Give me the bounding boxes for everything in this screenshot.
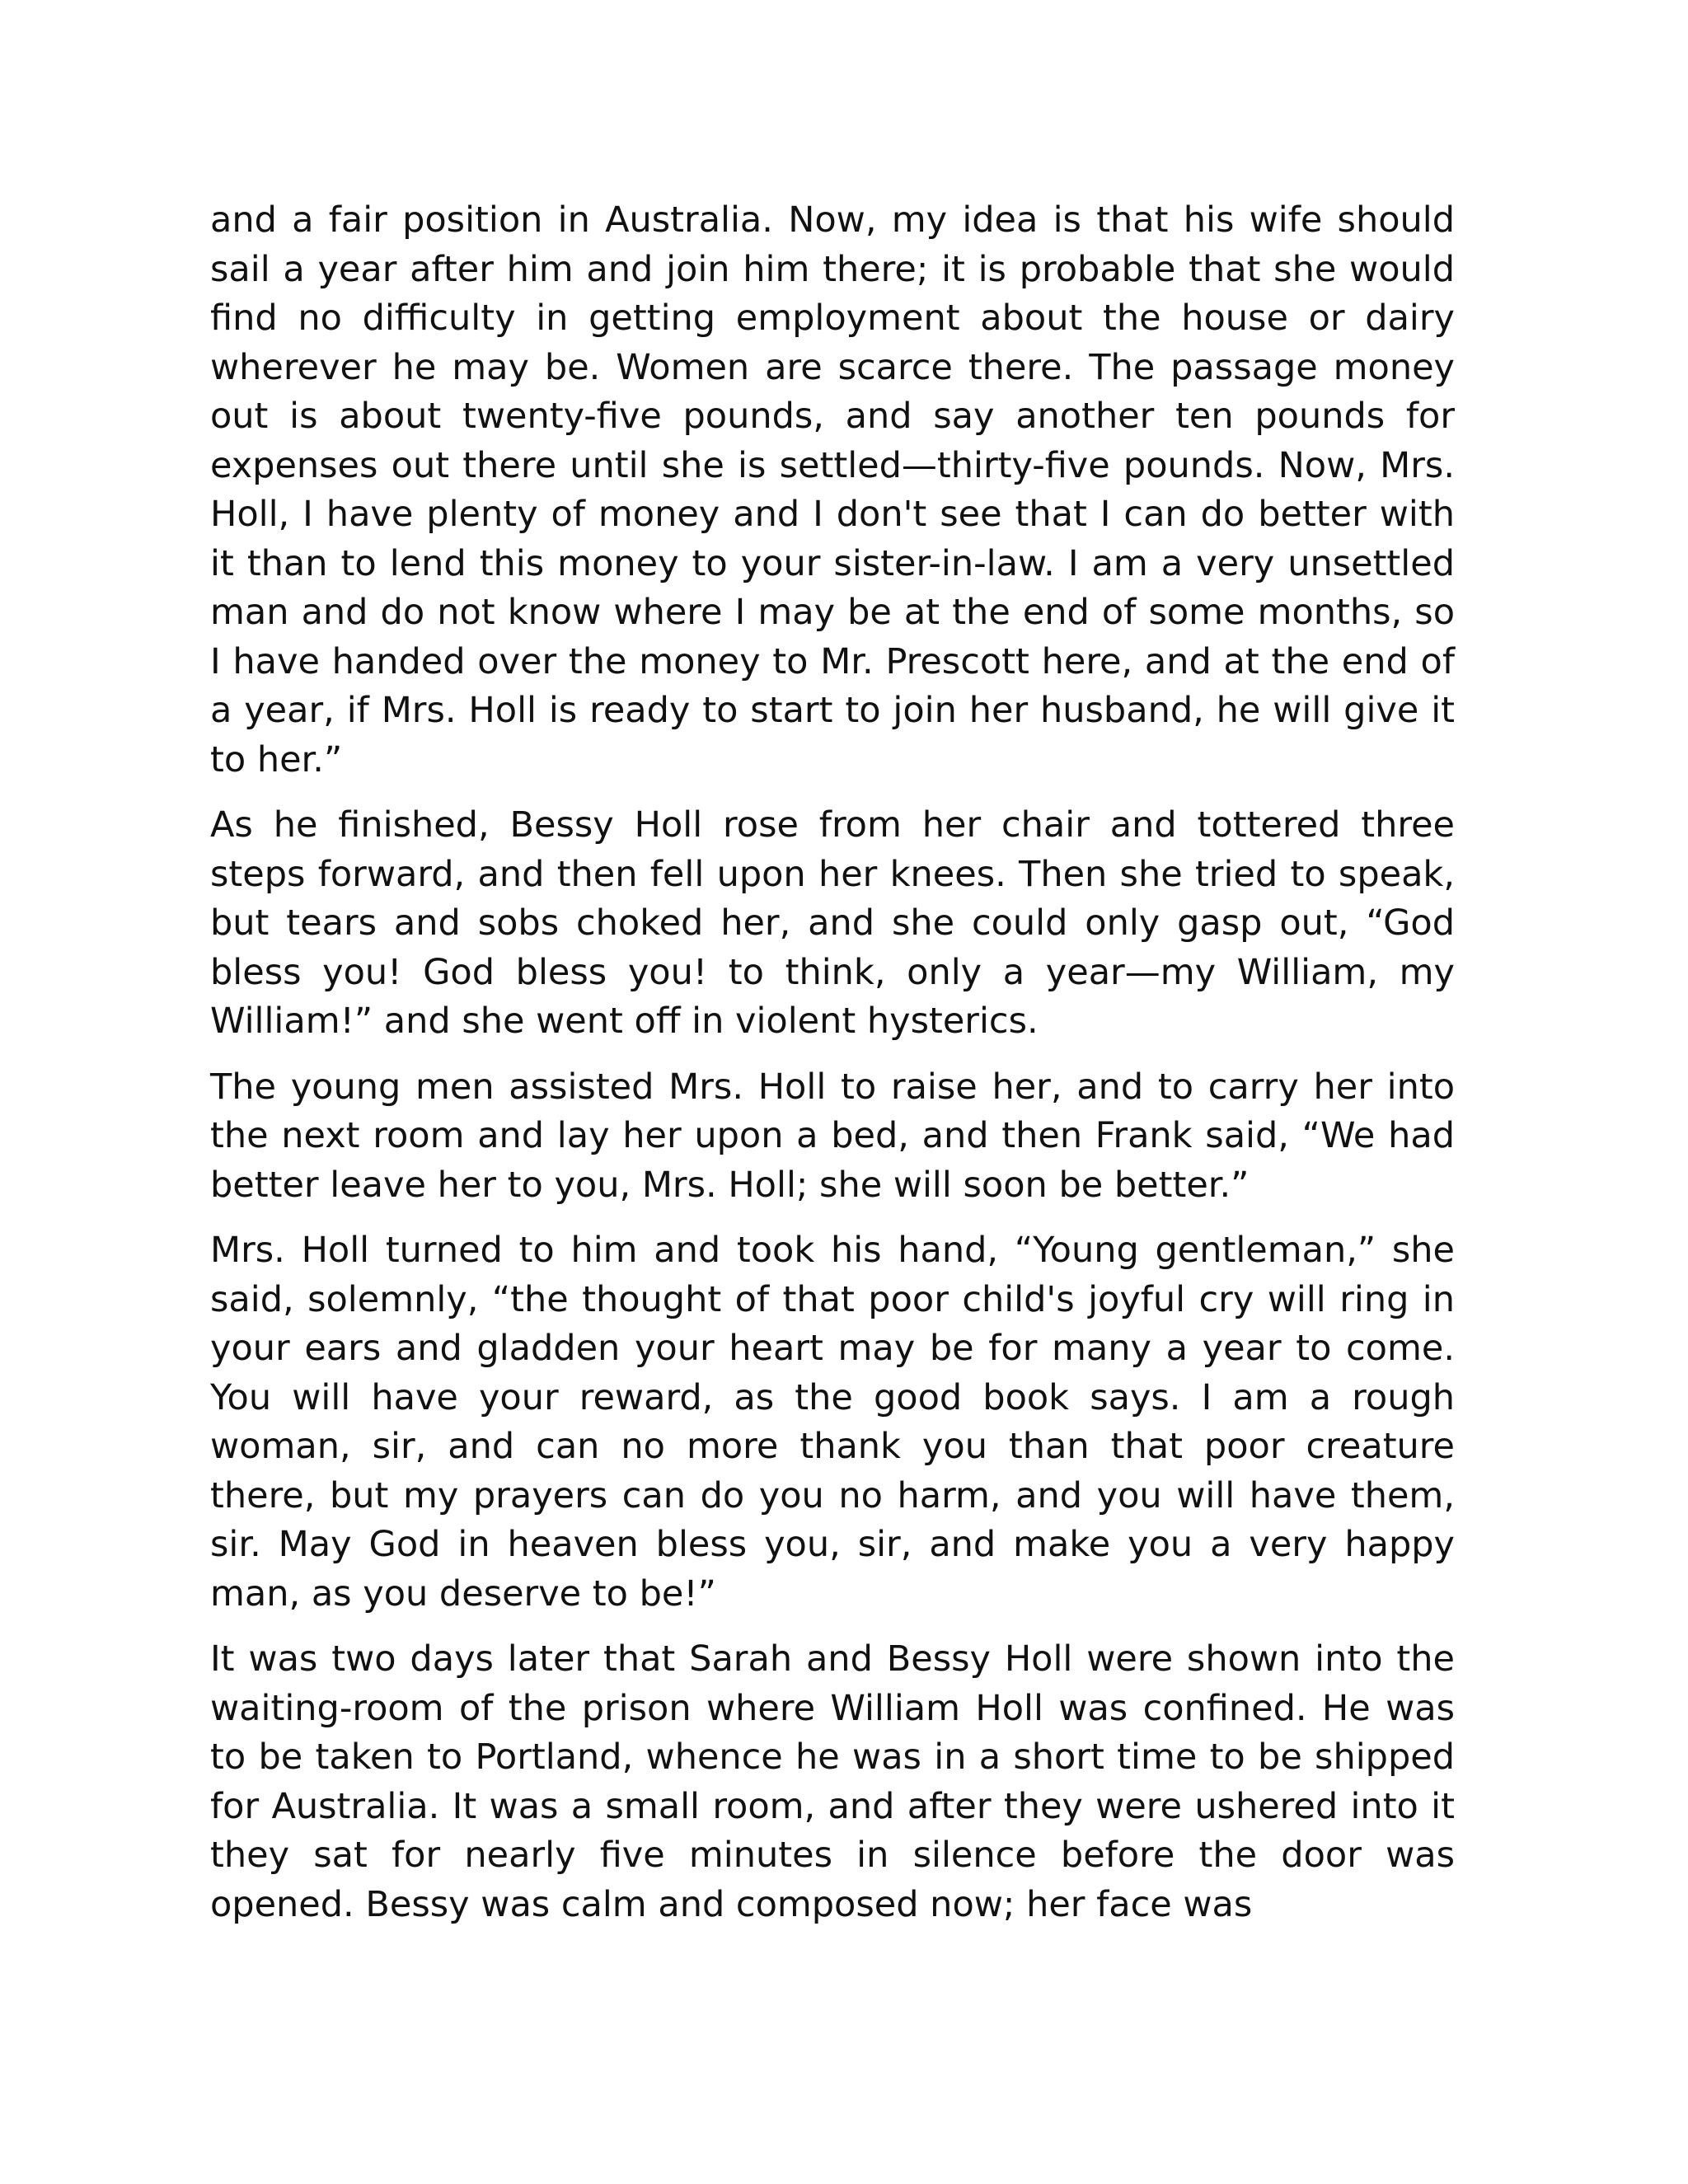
paragraph-4: Mrs. Holl turned to him and took his hand, “Young gentleman,” she said, solemnly, “the thought of that poor child's joyful cry will ring in your ears and gladden your heart may be for many a year to come. You will have your reward, as the good book says. I am a rough woman, sir, and can no more thank you than that poor creature there, but my prayers can do you no harm, and you will have them, sir. May God in heaven bless you, sir, and make you a very happy man, as you deserve to be!” <box>210 1230 1455 1615</box>
page-body <box>210 196 1455 1946</box>
paragraph-3: The young men assisted Mrs. Holl to raise her, and to carry her into the next room and lay her upon a bed, and then Frank said, “We had better leave her to you, Mrs. Holl; she will soon be better.” <box>210 1066 1455 1206</box>
paragraph-1: and a fair position in Australia. Now, my idea is that his wife should sail a year after him and join him there; it is probable that she would find no difficulty in getting employment about the house or dairy wherever he may be. Women are scarce there. The passage money out is about twenty-five pounds, and say another ten pounds for expenses out there until she is settled—thirty-five pounds. Now, Mrs. Holl, I have plenty of money and I don't see that I can do better with it than to lend this money to your sister-in-law. I am a very unsettled man and do not know where I may be at the end of some months, so I have handed over the money to Mr. Prescott here, and at the end of a year, if Mrs. Holl is ready to start to join her husband, he will give it to her.” <box>210 199 1455 780</box>
paragraph-5: It was two days later that Sarah and Bessy Holl were shown into the waiting-room of the prison where William Holl was confined. He was to be taken to Portland, whence he was in a short time to be shipped for Australia. It was a small room, and after they were ushered into it they sat for nearly five minutes in silence before the door was opened. Bessy was calm and composed now; her face was <box>210 1638 1455 1925</box>
paragraph-2: As he finished, Bessy Holl rose from her chair and tottered three steps forward, and then fell upon her knees. Then she tried to speak, but tears and sobs choked her, and she could only gasp out, “God bless you! God bless you! to think, only a year—my William, my William!” and she went off in violent hysterics. <box>210 804 1455 1042</box>
